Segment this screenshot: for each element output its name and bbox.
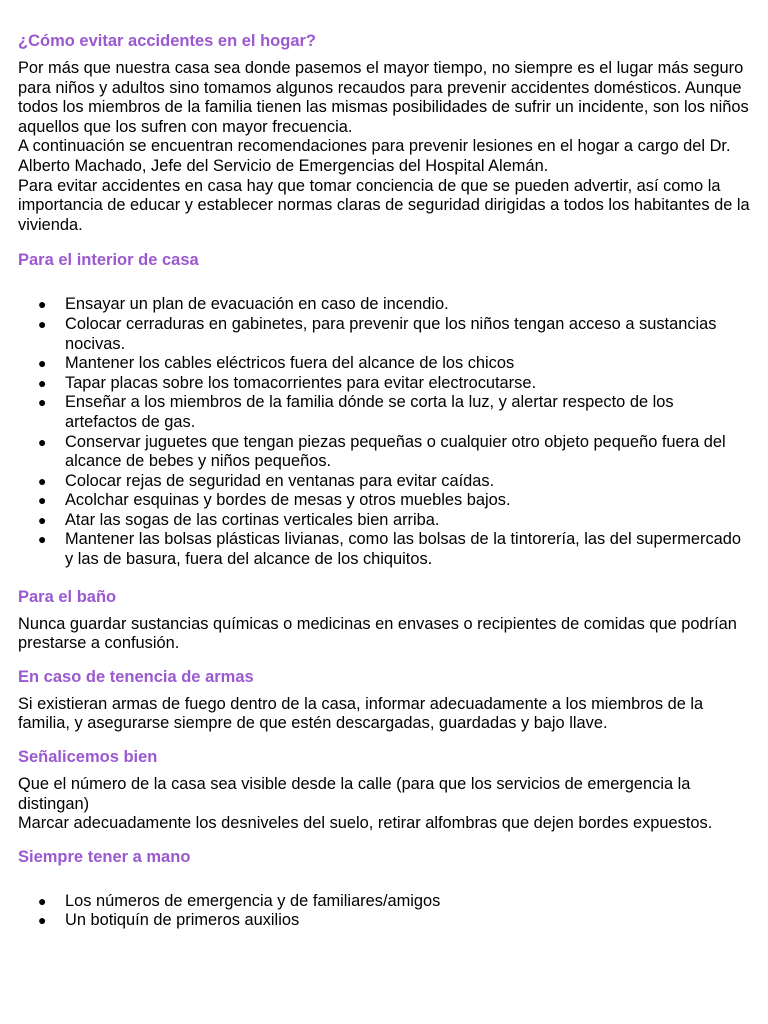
interior-heading: Para el interior de casa: [18, 251, 199, 270]
bullet-icon: ●: [38, 492, 47, 509]
list-item: ● Conservar juguetes que tengan piezas pequeñas o cualquier otro objeto pequeño fuera del alcance de bebes y niños pequeños.: [38, 432, 726, 471]
bullet-icon: ●: [38, 355, 47, 372]
list-item: ● Atar las sogas de las cortinas verticales bien arriba.: [38, 510, 440, 529]
page-title: ¿Cómo evitar accidentes en el hogar?: [18, 32, 316, 50]
bullet-icon: ●: [38, 892, 47, 909]
list-item: ● Mantener los cables eléctricos fuera del alcance de los chicos: [38, 354, 515, 373]
bullet-icon: ●: [38, 472, 47, 489]
bullet-icon: ●: [38, 433, 47, 450]
senalicemos-line-2: Marcar adecuadamente los desniveles del suelo, retirar alfombras que dejen bordes expuestos.: [18, 814, 713, 833]
list-item: ● Enseñar a los miembros de la familia dónde se corta la luz, y alertar respecto de los artefactos de gas.: [38, 393, 674, 431]
list-item: ● Colocar rejas de seguridad en ventanas para evitar caídas.: [38, 471, 495, 490]
list-item: ● Tapar placas sobre los tomacorrientes para evitar electrocutarse.: [38, 373, 536, 392]
bullet-icon: ●: [38, 394, 47, 411]
armas-heading: En caso de tenencia de armas: [18, 667, 254, 686]
mano-heading: Siempre tener a mano: [18, 847, 191, 866]
bullet-icon: ●: [38, 315, 47, 332]
bullet-icon: ●: [38, 531, 47, 548]
mano-list: [18, 892, 750, 931]
list-item: ● Los números de emergencia y de familiares/amigos: [38, 891, 441, 910]
bullet-icon: ●: [38, 296, 47, 313]
list-item: ● Acolchar esquinas y bordes de mesas y otros muebles bajos.: [38, 491, 511, 510]
list-item: ● Un botiquín de primeros auxilios: [38, 911, 300, 930]
list-item: ● Colocar cerraduras en gabinetes, para prevenir que los niños tengan acceso a sustancias nocivas.: [38, 314, 717, 353]
bano-heading: Para el baño: [18, 587, 117, 606]
bullet-icon: ●: [38, 511, 47, 528]
intro-line-2: A continuación se encuentran recomendaciones para prevenir lesiones en el hogar a cargo del Dr. Alberto Machado, Jefe del Servicio de Emergencias del Hospital Alemán.: [18, 137, 731, 175]
intro-line-1: Por más que nuestra casa sea donde pasemos el mayor tiempo, no siempre es el lugar más seguro para niños y adultos sino tomamos algunos recaudos para prevenir accidentes domésticos. Aunque todos los miembros de la familia tienen las mismas posibilidades de sufrir un incidente, son los niños aquellos que los sufren con mayor frecuencia.: [18, 59, 749, 136]
senalicemos-line-1: Que el número de la casa sea visible desde la calle (para que los servicios de emergencia la distingan): [18, 775, 691, 813]
interior-list: [18, 295, 750, 569]
bano-text: Nunca guardar sustancias químicas o medicinas en envases o recipientes de comidas que podrían prestarse a confusión.: [18, 614, 737, 653]
intro-line-3: Para evitar accidentes en casa hay que tomar conciencia de que se pueden advertir, así como la importancia de educar y establecer normas claras de seguridad dirigidas a todos los habitantes de la vivienda.: [18, 176, 750, 234]
list-item: ● Ensayar un plan de evacuación en caso de incendio.: [38, 295, 449, 314]
armas-text: Si existieran armas de fuego dentro de la casa, informar adecuadamente a los miembros de la familia, y asegurarse siempre de que estén descargadas, guardadas y bajo llave.: [18, 694, 704, 733]
bullet-icon: ●: [38, 374, 47, 391]
senalicemos-text: [18, 775, 750, 834]
senalicemos-heading: Señalicemos bien: [18, 748, 158, 767]
bullet-icon: ●: [38, 912, 47, 929]
list-item: ● Mantener las bolsas plásticas livianas, como las bolsas de la tintorería, las del supermercado y las de basura, fuera del alcance de los chiquitos.: [38, 530, 741, 569]
intro-paragraph: [18, 59, 750, 235]
